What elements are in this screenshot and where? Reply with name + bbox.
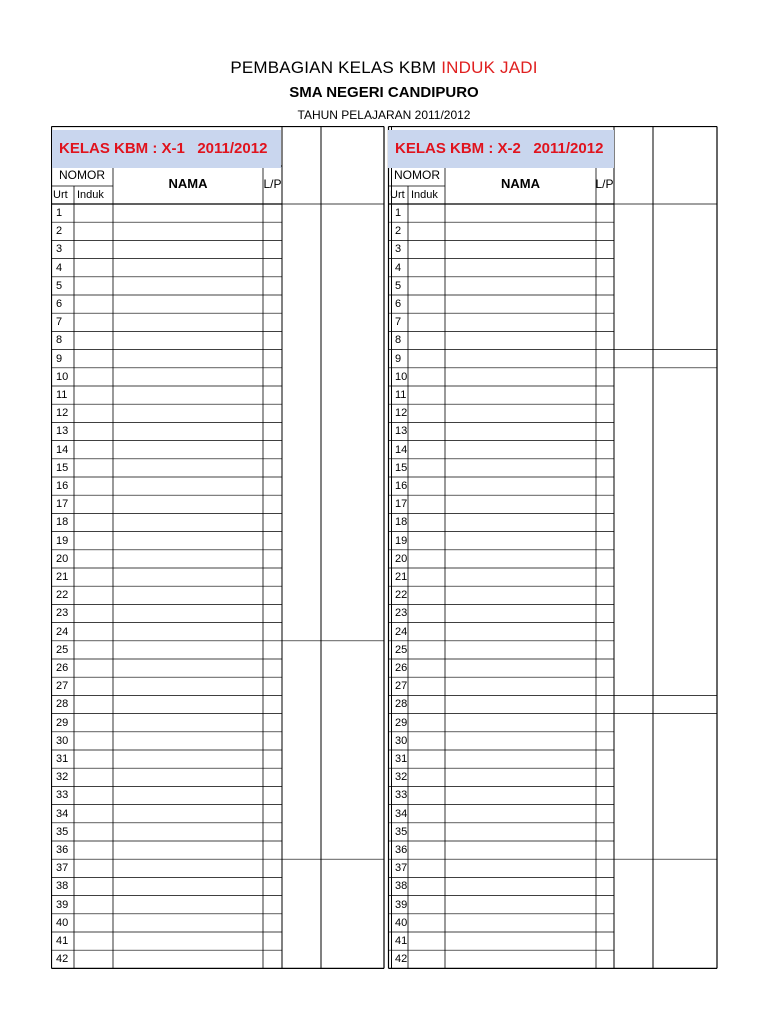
row-number: 12 — [56, 407, 69, 420]
row-number: 34 — [56, 807, 69, 820]
row-number: 3 — [395, 243, 402, 256]
urt-header: Urt — [390, 189, 405, 201]
row-number: 29 — [395, 716, 408, 729]
row-number: 29 — [56, 716, 69, 729]
row-number: 41 — [395, 935, 408, 947]
row-number: 17 — [56, 498, 69, 511]
induk-header: Induk — [411, 189, 438, 201]
row-number: 38 — [56, 880, 69, 893]
row-number: 37 — [395, 862, 408, 875]
row-number: 9 — [395, 352, 402, 365]
row-number: 3 — [56, 243, 63, 256]
academic-year: TAHUN PELAJARAN 2011/2012 — [297, 108, 471, 122]
row-number: 19 — [395, 534, 408, 547]
row-number: 39 — [56, 898, 69, 911]
nama-header: NAMA — [501, 176, 540, 191]
row-number: 33 — [56, 789, 69, 802]
row-number: 39 — [395, 898, 408, 911]
school-name: SMA NEGERI CANDIPURO — [289, 84, 479, 101]
title-highlight: INDUK JADI — [441, 58, 538, 77]
row-number: 12 — [395, 407, 408, 420]
row-number: 1 — [56, 207, 63, 219]
row-number: 28 — [395, 698, 408, 711]
row-number: 13 — [395, 425, 408, 438]
row-number: 27 — [395, 680, 408, 693]
table-grid-lines — [51, 126, 718, 978]
row-number: 40 — [56, 916, 69, 929]
row-number: 18 — [56, 516, 69, 529]
document-title — [0, 58, 768, 78]
row-number: 26 — [56, 662, 69, 674]
row-number: 18 — [395, 516, 408, 529]
row-number: 37 — [56, 862, 69, 875]
row-number: 6 — [56, 298, 63, 310]
row-number: 21 — [395, 571, 408, 583]
row-number: 9 — [56, 352, 63, 365]
row-number: 1 — [395, 207, 402, 219]
row-number: 32 — [395, 771, 408, 784]
row-number: 15 — [395, 461, 408, 474]
row-number: 25 — [56, 643, 69, 656]
row-number: 13 — [56, 425, 69, 438]
row-number: 36 — [56, 844, 69, 856]
row-number: 22 — [56, 589, 69, 602]
row-number: 35 — [56, 825, 69, 838]
row-number: 5 — [395, 279, 402, 292]
row-number: 7 — [56, 316, 63, 329]
nomor-header: NOMOR — [394, 168, 440, 182]
row-number: 31 — [395, 753, 408, 765]
row-number: 31 — [56, 753, 69, 765]
row-number: 5 — [56, 279, 63, 292]
row-number: 8 — [395, 334, 402, 347]
row-number: 20 — [56, 552, 69, 565]
nama-header: NAMA — [168, 176, 208, 191]
row-number: 11 — [56, 389, 68, 401]
row-number: 38 — [395, 880, 408, 893]
row-number: 41 — [56, 935, 69, 947]
row-number: 40 — [395, 916, 408, 929]
row-number: 21 — [56, 571, 69, 583]
row-number: 42 — [395, 953, 408, 966]
row-number: 23 — [56, 607, 69, 620]
class-sheet — [51, 126, 718, 978]
row-number: 15 — [56, 461, 69, 474]
title-prefix: PEMBAGIAN KELAS KBM — [230, 58, 442, 77]
row-number: 28 — [56, 698, 69, 711]
row-number: 30 — [395, 734, 408, 747]
induk-header: Induk — [77, 189, 104, 201]
class-title-x2: KELAS KBM : X-2 2011/2012 — [388, 130, 614, 168]
row-number: 2 — [395, 225, 402, 238]
row-number: 32 — [56, 771, 69, 784]
nomor-header: NOMOR — [59, 168, 105, 182]
row-number: 6 — [395, 298, 402, 310]
row-number: 16 — [56, 480, 69, 492]
row-number: 10 — [395, 370, 408, 383]
row-number: 34 — [395, 807, 408, 820]
row-number: 16 — [395, 480, 408, 492]
row-number: 4 — [395, 261, 402, 274]
row-number: 23 — [395, 607, 408, 620]
row-number: 33 — [395, 789, 408, 802]
row-number: 42 — [56, 953, 69, 966]
row-number: 25 — [395, 643, 408, 656]
row-number: 22 — [395, 589, 408, 602]
row-number: 4 — [56, 261, 63, 274]
lp-header: L/P — [263, 177, 282, 191]
row-number: 24 — [395, 625, 408, 638]
row-number: 17 — [395, 498, 408, 511]
row-number: 19 — [56, 534, 69, 547]
row-number: 10 — [56, 370, 69, 383]
lp-header: L/P — [595, 177, 614, 191]
row-number: 11 — [395, 389, 407, 401]
row-number: 26 — [395, 662, 408, 674]
row-number: 14 — [395, 443, 408, 456]
row-number: 36 — [395, 844, 408, 856]
row-number: 35 — [395, 825, 408, 838]
urt-header: Urt — [53, 189, 68, 201]
row-number: 27 — [56, 680, 69, 693]
row-number: 20 — [395, 552, 408, 565]
row-number: 30 — [56, 734, 69, 747]
row-number: 24 — [56, 625, 69, 638]
row-number: 7 — [395, 316, 402, 329]
row-number: 2 — [56, 225, 63, 238]
row-number: 14 — [56, 443, 69, 456]
class-title-x1: KELAS KBM : X-1 2011/2012 — [52, 130, 281, 168]
row-number: 8 — [56, 334, 63, 347]
